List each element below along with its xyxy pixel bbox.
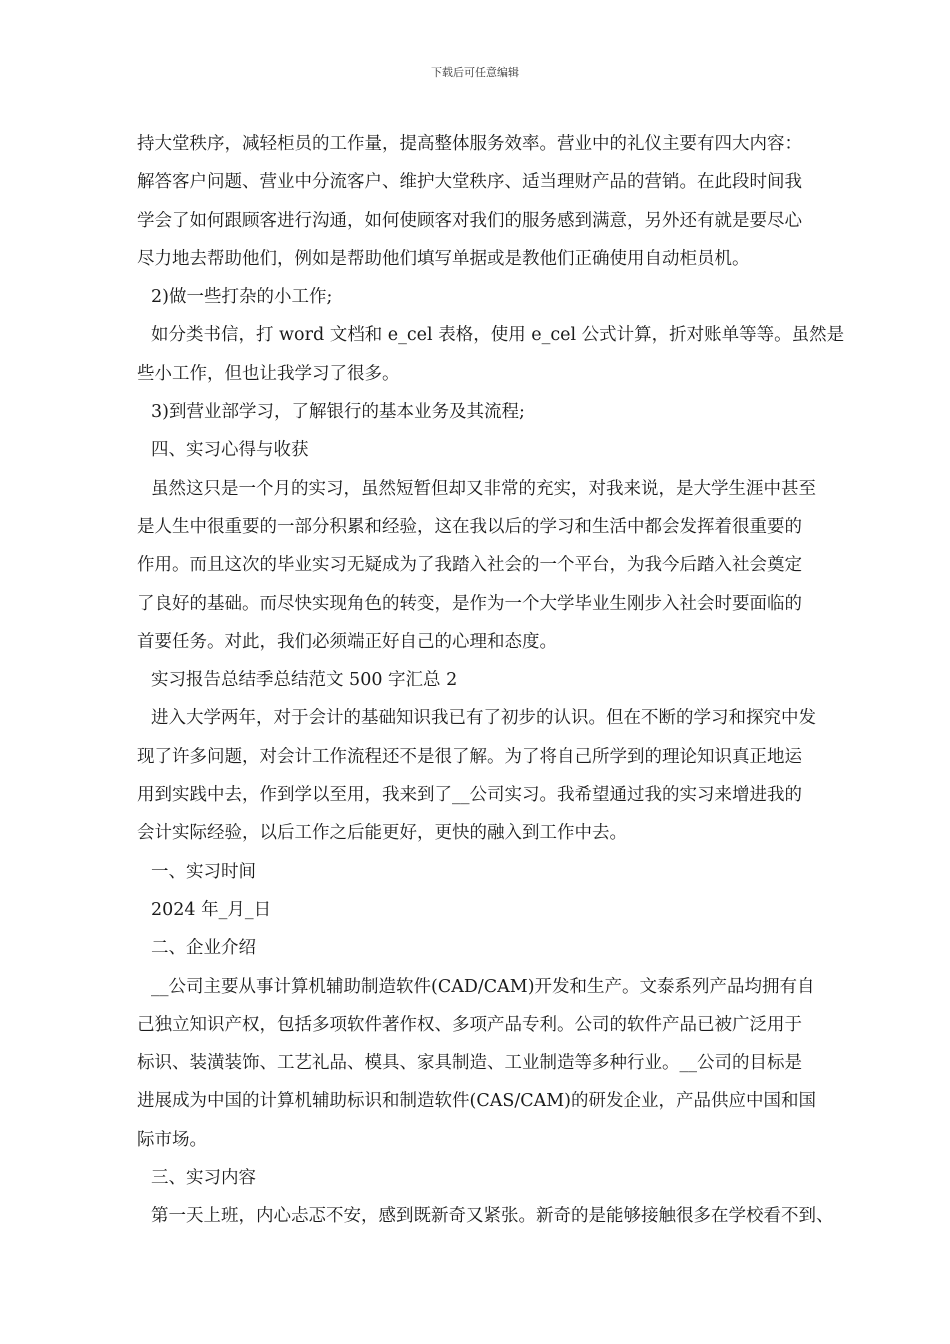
body-line: 会计实际经验，以后工作之后能更好，更快的融入到工作中去。 bbox=[137, 823, 627, 844]
body-line: 学会了如何跟顾客进行沟通，如何使顾客对我们的服务感到满意，另外还有就是要尽心 bbox=[137, 210, 802, 231]
section-heading: 三、实习内容 bbox=[151, 1168, 256, 1189]
body-line: 标识、装潢装饰、工艺礼品、模具、家具制造、工业制造等多种行业。__公司的目标是 bbox=[137, 1053, 802, 1074]
body-line: 现了许多问题，对会计工作流程还不是很了解。为了将自己所学到的理论知识真正地运 bbox=[137, 746, 802, 767]
body-line: __公司主要从事计算机辅助制造软件(CAD/CAM)开发和生产。文泰系列产品均拥有自 bbox=[151, 976, 815, 997]
body-line: 际市场。 bbox=[137, 1129, 207, 1150]
list-item: 3)到营业部学习，了解银行的基本业务及其流程; bbox=[151, 402, 525, 423]
body-line: 如分类书信，打 word 文档和 e_cel 表格，使用 e_cel 公式计算，折对账单等等。虽然是 bbox=[151, 325, 845, 346]
body-line: 了良好的基础。而尽快实现角色的转变，是作为一个大学毕业生刚步入社会时要面临的 bbox=[137, 593, 802, 614]
body-line: 首要任务。对此，我们必须端正好自己的心理和态度。 bbox=[137, 631, 557, 652]
body-line: 些小工作，但也让我学习了很多。 bbox=[137, 363, 400, 384]
section-heading: 二、企业介绍 bbox=[151, 938, 256, 959]
body-line: 进入大学两年，对于会计的基础知识我已有了初步的认识。但在不断的学习和探究中发 bbox=[151, 708, 816, 729]
document-subtitle: 实习报告总结季总结范文 500 字汇总 2 bbox=[151, 670, 458, 691]
body-line: 第一天上班，内心忐忑不安，感到既新奇又紧张。新奇的是能够接触很多在学校看不到、 bbox=[151, 1206, 834, 1227]
body-line: 虽然这只是一个月的实习，虽然短暂但却又非常的充实，对我来说，是大学生涯中甚至 bbox=[151, 478, 816, 499]
body-line: 解答客户问题、营业中分流客户、维护大堂秩序、适当理财产品的营销。在此段时间我 bbox=[137, 172, 802, 193]
body-line: 进展成为中国的计算机辅助标识和制造软件(CAS/CAM)的研发企业，产品供应中国和国 bbox=[137, 1091, 817, 1112]
body-line: 己独立知识产权，包括多项软件著作权、多项产品专利。公司的软件产品已被广泛用于 bbox=[137, 1014, 802, 1035]
page-header-note: 下载后可任意编辑 bbox=[431, 66, 519, 79]
body-line: 作用。而且这次的毕业实习无疑成为了我踏入社会的一个平台，为我今后踏入社会奠定 bbox=[137, 555, 802, 576]
section-heading: 一、实习时间 bbox=[151, 861, 256, 882]
section-heading: 四、实习心得与收获 bbox=[151, 440, 309, 461]
list-item: 2)做一些打杂的小工作; bbox=[151, 287, 333, 308]
body-line: 2024 年_月_日 bbox=[151, 899, 272, 920]
body-line: 是人生中很重要的一部分积累和经验，这在我以后的学习和生活中都会发挥着很重要的 bbox=[137, 516, 802, 537]
body-line: 用到实践中去，作到学以至用，我来到了__公司实习。我希望通过我的实习来增进我的 bbox=[137, 785, 802, 806]
document-body bbox=[137, 125, 889, 1236]
body-line: 尽力地去帮助他们，例如是帮助他们填写单据或是教他们正确使用自动柜员机。 bbox=[137, 248, 750, 269]
body-line: 持大堂秩序，减轻柜员的工作量，提高整体服务效率。营业中的礼仪主要有四大内容： bbox=[137, 134, 802, 154]
